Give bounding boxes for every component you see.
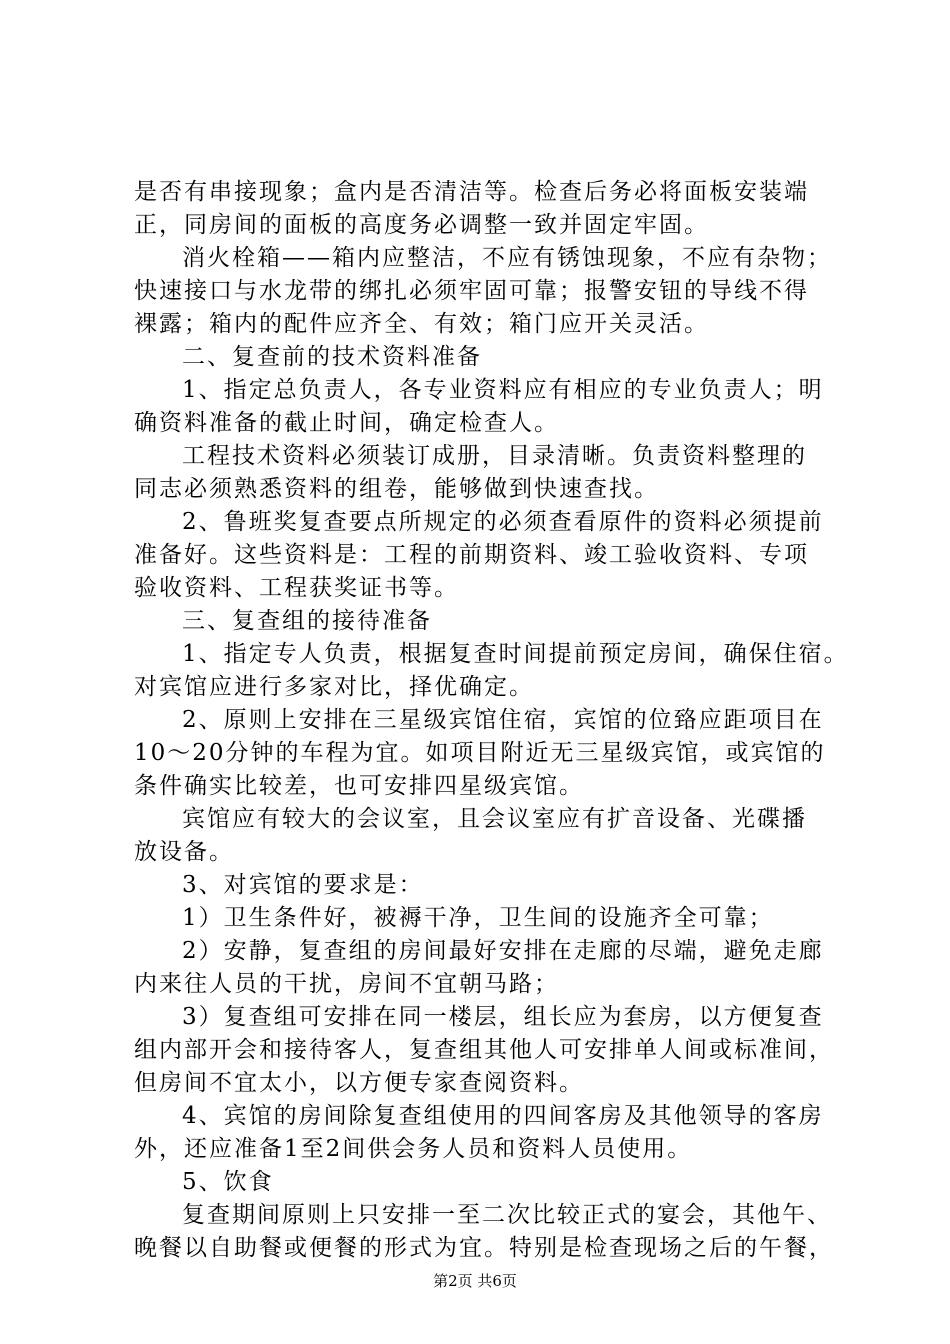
text-line: 1、指定总负责人，各专业资料应有相应的专业负责人；明 xyxy=(182,377,824,403)
text-line: 裸露；箱内的配件应齐全、有效；箱门应开关灵活。 xyxy=(134,311,709,337)
text-line: 2）安静，复查组的房间最好安排在走廊的尽端，避免走廊 xyxy=(182,938,824,964)
text-line: 晚餐以自助餐或便餐的形式为宜。特别是检查现场之后的午餐， xyxy=(134,1235,834,1261)
text-line: 4、宾馆的房间除复查组使用的四间客房及其他领导的客房 xyxy=(182,1103,824,1129)
text-line: 同志必须熟悉资料的组卷，能够做到快速查找。 xyxy=(134,476,659,502)
text-line: 3、对宾馆的要求是： xyxy=(182,872,424,898)
text-line: 消火栓箱——箱内应整洁，不应有锈蚀现象，不应有杂物； xyxy=(182,245,832,271)
text-line: 10～20分钟的车程为宜。如项目附近无三星级宾馆，或宾馆的 xyxy=(134,740,826,766)
text-line: 复查期间原则上只安排一至二次比较正式的宴会，其他午、 xyxy=(182,1202,832,1228)
text-line: 对宾馆应进行多家对比，择优确定。 xyxy=(134,674,534,700)
text-line: 1、指定专人负责，根据复查时间提前预定房间，确保住宿。 xyxy=(182,641,849,667)
text-line: 工程技术资料必须装订成册，目录清晰。负责资料整理的 xyxy=(182,443,807,469)
text-line: 二、复查前的技术资料准备 xyxy=(182,344,482,370)
text-line: 准备好。这些资料是：工程的前期资料、竣工验收资料、专项 xyxy=(134,542,809,568)
text-line: 宾馆应有较大的会议室，且会议室应有扩音设备、光碟播 xyxy=(182,806,807,832)
text-line: 2、原则上安排在三星级宾馆住宿，宾馆的位臵应距项目在 xyxy=(182,707,824,733)
text-line: 内来往人员的干扰，房间不宜朝马路； xyxy=(134,971,559,997)
text-line: 放设备。 xyxy=(134,839,234,865)
text-line: 3）复查组可安排在同一楼层，组长应为套房，以方便复查 xyxy=(182,1004,824,1030)
text-line: 条件确实比较差，也可安排四星级宾馆。 xyxy=(134,773,584,799)
document-body xyxy=(134,176,849,1265)
text-line: 快速接口与水龙带的绑扎必须牢固可靠；报警安钮的导线不得 xyxy=(134,278,809,304)
text-line: 2、鲁班奖复查要点所规定的必须查看原件的资料必须提前 xyxy=(182,509,824,535)
text-line: 但房间不宜太小，以方便专家查阅资料。 xyxy=(134,1070,584,1096)
text-line: 正，同房间的面板的高度务必调整一致并固定牢固。 xyxy=(134,212,709,238)
page-footer: 第2页 共6页 xyxy=(433,1272,517,1290)
text-line: 5、饮食 xyxy=(182,1169,274,1195)
text-line: 确资料准备的截止时间，确定检查人。 xyxy=(134,410,559,436)
text-line: 组内部开会和接待客人，复查组其他人可安排单人间或标准间， xyxy=(134,1037,834,1063)
text-line: 验收资料、工程获奖证书等。 xyxy=(134,575,459,601)
text-line: 是否有串接现象；盒内是否清洁等。检查后务必将面板安装端 xyxy=(134,179,809,205)
text-line: 1）卫生条件好，被褥干净，卫生间的设施齐全可靠； xyxy=(182,905,774,931)
text-line: 三、复查组的接待准备 xyxy=(182,608,432,634)
text-line: 外，还应准备1至2间供会务人员和资料人员使用。 xyxy=(134,1136,693,1162)
